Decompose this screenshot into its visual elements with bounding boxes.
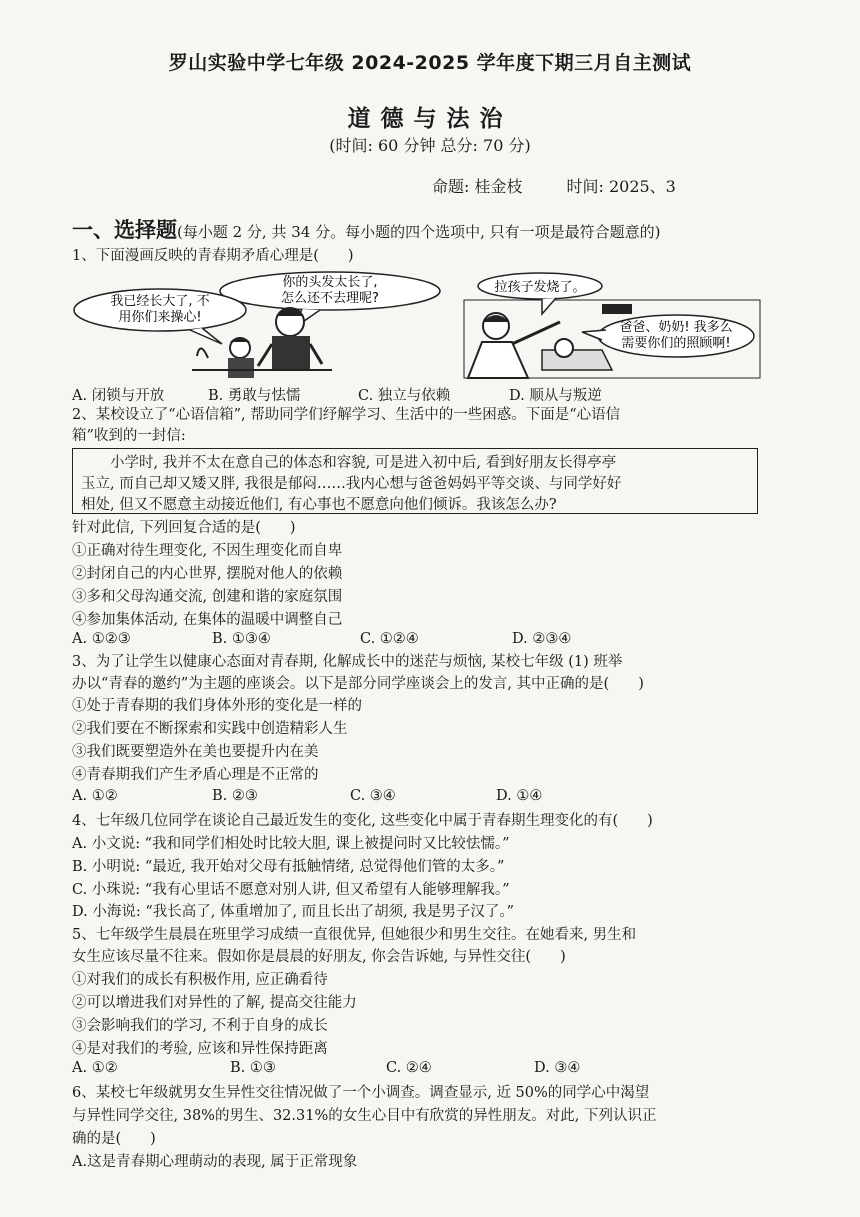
q4-choice-d[interactable]: D. 小海说: “我长高了, 体重增加了, 而且长出了胡须, 我是男子汉了。” [72, 904, 515, 920]
q6-stem-line3: 确的是( ) [72, 1131, 156, 1147]
bubble-sick-child-line2: 需要你们的照顾啊! [621, 336, 731, 351]
q6-stem-line1: 6、某校七年级就男女生异性交往情况做了一个小调查。调查显示, 近 50%的同学心中渴望 [72, 1085, 650, 1101]
q6-choice-a[interactable]: A.这是青春期心理萌动的表现, 属于正常现象 [72, 1154, 358, 1170]
q3-item-4: ④青春期我们产生矛盾心理是不正常的 [72, 767, 319, 783]
comic-left-panel [74, 272, 440, 378]
q1-stem: 1、下面漫画反映的青春期矛盾心理是( ) [72, 248, 354, 264]
q5-item-3: ③会影响我们的学习, 不利于自身的成长 [72, 1018, 328, 1034]
q3-option-d[interactable]: D. ①④ [496, 788, 543, 804]
bubble-sick-child-line1: 爸爸、奶奶! 我多么 [619, 320, 733, 335]
q4-stem: 4、七年级几位同学在谈论自己最近发生的变化, 这些变化中属于青春期生理变化的有( ) [72, 813, 653, 829]
q2-letter-box [72, 448, 758, 514]
q4-choice-a[interactable]: A. 小文说: “我和同学们相处时比较大胆, 课上被提问时又比较怯懦。” [72, 836, 510, 852]
q3-stem-line1: 3、为了让学生以健康心态面对青春期, 化解成长中的迷茫与烦恼, 某校七年级 (1) 班举 [72, 654, 623, 670]
q2-option-b[interactable]: B. ①③④ [212, 631, 271, 647]
q5-stem-line1: 5、七年级学生晨晨在班里学习成绩一直很优异, 但她很少和男生交往。在她看来, 男生和 [72, 927, 637, 943]
author-line [432, 174, 676, 197]
bubble-child-line2: 用你们来操心! [118, 310, 202, 325]
q3-item-3: ③我们既要塑造外在美也要提升内在美 [72, 744, 319, 760]
q5-option-c[interactable]: C. ②④ [386, 1060, 432, 1076]
q3-item-2: ②我们要在不断探索和实践中创造精彩人生 [72, 721, 348, 737]
q5-item-4: ④是对我们的考验, 应该和异性保持距离 [72, 1041, 328, 1057]
bubble-adult-line2: 怎么还不去理呢? [281, 291, 379, 306]
section-instruction: (每小题 2 分, 共 34 分。每小题的四个选项中, 只有一项是最符合题意的) [177, 223, 661, 241]
bubble-parent-text: 拉孩子发烧了。 [494, 280, 586, 295]
q5-item-2: ②可以增进我们对异性的了解, 提高交往能力 [72, 995, 357, 1011]
q5-option-a[interactable]: A. ①② [72, 1060, 118, 1076]
q2-ask: 针对此信, 下列回复合适的是( ) [72, 520, 296, 536]
q4-choice-c[interactable]: C. 小珠说: “我有心里话不愿意对别人讲, 但又希望有人能够理解我。” [72, 882, 510, 898]
q1-option-d[interactable]: D. 顺从与叛逆 [509, 388, 602, 404]
comic-right-panel [464, 273, 760, 378]
bubble-adult-line1: 你的头发太长了, [282, 275, 378, 290]
q2-item-3: ③多和父母沟通交流, 创建和谐的家庭氛围 [72, 589, 343, 605]
q3-option-c[interactable]: C. ③④ [350, 788, 396, 804]
q3-option-a[interactable]: A. ①② [72, 788, 118, 804]
q5-option-b[interactable]: B. ①③ [230, 1060, 276, 1076]
section-heading [72, 214, 660, 244]
bubble-child-line1: 我已经长大了, 不 [110, 294, 210, 309]
letter-line-1: 小学时, 我并不太在意自己的体态和容貌, 可是进入初中后, 看到好朋友长得亭亭 [81, 455, 617, 471]
q2-item-2: ②封闭自己的内心世界, 摆脱对他人的依赖 [72, 566, 343, 582]
q2-item-4: ④参加集体活动, 在集体的温暖中调整自己 [72, 612, 343, 628]
q2-stem-line1: 2、某校设立了“心语信箱”, 帮助同学们纾解学习、生活中的一些困惑。下面是“心语信 [72, 407, 621, 423]
q6-stem-line2: 与异性同学交往, 38%的男生、32.31%的女生心目中有欣赏的异性朋友。对此, 下列认识正 [72, 1108, 657, 1124]
q5-item-1: ①对我们的成长有积极作用, 应正确看待 [72, 972, 328, 988]
q5-stem-line2: 女生应该尽量不往来。假如你是晨晨的好朋友, 你会告诉她, 与异性交往( ) [72, 949, 566, 965]
exam-date: 时间: 2025、3 [566, 177, 676, 196]
q2-option-d[interactable]: D. ②③④ [512, 631, 572, 647]
q1-comic-illustration [72, 270, 762, 380]
q1-option-c[interactable]: C. 独立与依赖 [358, 388, 451, 404]
letter-line-2: 玉立, 而自己却又矮又胖, 我很是郁闷……我内心想与爸爸妈妈平等交谈、与同学好好 [81, 476, 622, 492]
q2-item-1: ①正确对待生理变化, 不因生理变化而自卑 [72, 543, 343, 559]
q5-option-d[interactable]: D. ③④ [534, 1060, 581, 1076]
exam-title: 罗山实验中学七年级 2024-2025 学年度下期三月自主测试 [168, 52, 692, 74]
q3-item-1: ①处于青春期的我们身体外形的变化是一样的 [72, 698, 362, 714]
q2-option-c[interactable]: C. ①②④ [360, 631, 419, 647]
author: 命题: 桂金枝 [432, 177, 523, 196]
q3-option-b[interactable]: B. ②③ [212, 788, 258, 804]
q4-choice-b[interactable]: B. 小明说: “最近, 我开始对父母有抵触情绪, 总觉得他们管的太多。” [72, 859, 505, 875]
subject-title: 道德与法治 [347, 106, 513, 132]
q2-option-a[interactable]: A. ①②③ [72, 631, 131, 647]
letter-line-3: 相处, 但又不愿意主动接近他们, 有心事也不愿意向他们倾诉。我该怎么办? [81, 497, 557, 513]
q1-option-b[interactable]: B. 勇敢与怯懦 [208, 388, 301, 404]
q2-stem-line2: 箱”收到的一封信: [72, 428, 186, 444]
q1-option-a[interactable]: A. 闭锁与开放 [72, 388, 165, 404]
section-title: 一、选择题 [72, 218, 177, 242]
q3-stem-line2: 办以“青春的邀约”为主题的座谈会。以下是部分同学座谈会上的发言, 其中正确的是( ) [72, 676, 644, 692]
exam-info: (时间: 60 分钟 总分: 70 分) [329, 136, 531, 155]
